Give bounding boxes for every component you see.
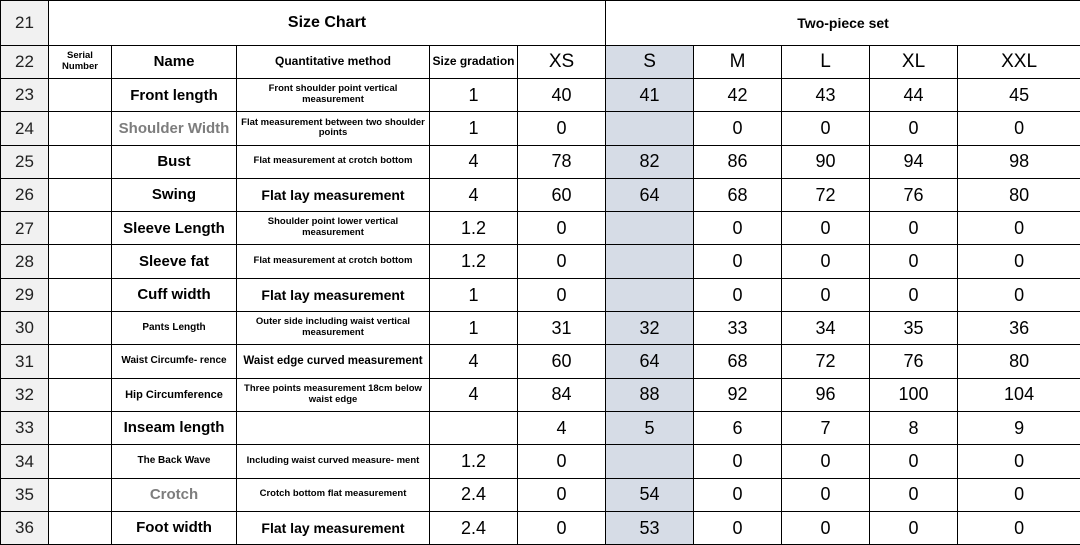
size-value-xl[interactable]: 0 bbox=[870, 478, 958, 511]
size-value-xl[interactable]: 44 bbox=[870, 79, 958, 112]
table-row bbox=[1, 212, 1080, 245]
size-value-m[interactable]: 42 bbox=[694, 79, 782, 112]
size-value-xs[interactable]: 31 bbox=[518, 312, 606, 345]
measurement-method[interactable]: Flat lay measurement bbox=[237, 278, 430, 311]
header-gradation[interactable]: Size gradation bbox=[430, 46, 518, 79]
measurement-method[interactable]: Three points measurement 18cm below waist edge bbox=[237, 378, 430, 411]
table-row bbox=[1, 378, 1080, 411]
size-gradation-cell[interactable]: 1.2 bbox=[430, 245, 518, 278]
size-value-xl[interactable]: 0 bbox=[870, 112, 958, 145]
table-row bbox=[1, 145, 1080, 178]
size-value-xl[interactable]: 0 bbox=[870, 278, 958, 311]
size-value-xs[interactable]: 84 bbox=[518, 378, 606, 411]
size-value-s[interactable]: 64 bbox=[606, 178, 694, 211]
row-number[interactable]: 25 bbox=[1, 145, 49, 178]
size-gradation-cell[interactable]: 1 bbox=[430, 278, 518, 311]
size-value-xs[interactable]: 0 bbox=[518, 112, 606, 145]
size-value-xl[interactable]: 94 bbox=[870, 145, 958, 178]
size-value-m[interactable]: 86 bbox=[694, 145, 782, 178]
size-value-s[interactable]: 32 bbox=[606, 312, 694, 345]
measurement-method[interactable]: Shoulder point lower vertical measurement bbox=[237, 212, 430, 245]
size-value-xxl[interactable]: 80 bbox=[958, 345, 1080, 378]
size-value-m[interactable]: 0 bbox=[694, 445, 782, 478]
size-value-s[interactable] bbox=[606, 112, 694, 145]
header-size-xs[interactable]: XS bbox=[518, 46, 606, 79]
serial-number-cell[interactable] bbox=[49, 79, 112, 112]
size-value-xxl[interactable]: 0 bbox=[958, 478, 1080, 511]
table-row bbox=[1, 445, 1080, 478]
size-value-xs[interactable]: 4 bbox=[518, 411, 606, 444]
size-value-m[interactable]: 68 bbox=[694, 345, 782, 378]
serial-number-cell[interactable] bbox=[49, 378, 112, 411]
measurement-method[interactable]: Flat measurement at crotch bottom bbox=[237, 145, 430, 178]
size-value-m[interactable]: 0 bbox=[694, 212, 782, 245]
measurement-name[interactable]: The Back Wave bbox=[112, 445, 237, 478]
size-value-m[interactable]: 0 bbox=[694, 278, 782, 311]
row-number[interactable]: 26 bbox=[1, 178, 49, 211]
size-value-m[interactable]: 0 bbox=[694, 478, 782, 511]
header-serial-number[interactable]: Serial Number bbox=[49, 46, 112, 79]
row-number[interactable]: 36 bbox=[1, 511, 49, 544]
table-row bbox=[1, 79, 1080, 112]
size-value-l[interactable]: 0 bbox=[782, 112, 870, 145]
size-value-s[interactable]: 41 bbox=[606, 79, 694, 112]
size-value-xl[interactable]: 0 bbox=[870, 445, 958, 478]
size-gradation-cell[interactable]: 2.4 bbox=[430, 478, 518, 511]
row-number[interactable]: 23 bbox=[1, 79, 49, 112]
size-value-s[interactable]: 82 bbox=[606, 145, 694, 178]
table-row bbox=[1, 478, 1080, 511]
size-value-l[interactable]: 0 bbox=[782, 511, 870, 544]
size-value-xxl[interactable]: 45 bbox=[958, 79, 1080, 112]
header-size-xl[interactable]: XL bbox=[870, 46, 958, 79]
measurement-name[interactable]: Pants Length bbox=[112, 312, 237, 345]
size-value-xs[interactable]: 40 bbox=[518, 79, 606, 112]
measurement-name[interactable]: Sleeve Length bbox=[112, 212, 237, 245]
row-number[interactable]: 22 bbox=[1, 46, 49, 79]
size-value-xs[interactable]: 0 bbox=[518, 278, 606, 311]
size-value-xl[interactable]: 76 bbox=[870, 345, 958, 378]
serial-number-cell[interactable] bbox=[49, 245, 112, 278]
serial-number-cell[interactable] bbox=[49, 478, 112, 511]
table-row bbox=[1, 245, 1080, 278]
table-row bbox=[1, 345, 1080, 378]
row-number[interactable]: 29 bbox=[1, 278, 49, 311]
size-value-l[interactable]: 43 bbox=[782, 79, 870, 112]
measurement-method[interactable]: Crotch bottom flat measurement bbox=[237, 478, 430, 511]
size-value-xxl[interactable]: 0 bbox=[958, 278, 1080, 311]
measurement-name[interactable]: Crotch bbox=[112, 478, 237, 511]
size-value-l[interactable]: 0 bbox=[782, 212, 870, 245]
serial-number-cell[interactable] bbox=[49, 212, 112, 245]
size-value-m[interactable]: 0 bbox=[694, 511, 782, 544]
header-name[interactable]: Name bbox=[112, 46, 237, 79]
serial-number-cell[interactable] bbox=[49, 411, 112, 444]
measurement-method[interactable]: Including waist curved measure- ment bbox=[237, 445, 430, 478]
serial-number-cell[interactable] bbox=[49, 312, 112, 345]
measurement-name[interactable]: Foot width bbox=[112, 511, 237, 544]
size-value-l[interactable]: 34 bbox=[782, 312, 870, 345]
size-value-xs[interactable]: 60 bbox=[518, 345, 606, 378]
size-value-m[interactable]: 68 bbox=[694, 178, 782, 211]
table-row bbox=[1, 312, 1080, 345]
row-number[interactable]: 31 bbox=[1, 345, 49, 378]
measurement-name[interactable]: Sleeve fat bbox=[112, 245, 237, 278]
size-value-m[interactable]: 92 bbox=[694, 378, 782, 411]
serial-number-cell[interactable] bbox=[49, 278, 112, 311]
row-number[interactable]: 21 bbox=[1, 1, 49, 46]
size-value-s[interactable] bbox=[606, 278, 694, 311]
size-value-xl[interactable]: 76 bbox=[870, 178, 958, 211]
table-row bbox=[1, 278, 1080, 311]
header-row bbox=[1, 46, 1080, 79]
row-number[interactable]: 24 bbox=[1, 112, 49, 145]
size-value-xs[interactable]: 0 bbox=[518, 445, 606, 478]
size-value-l[interactable]: 90 bbox=[782, 145, 870, 178]
row-number[interactable]: 33 bbox=[1, 411, 49, 444]
measurement-method[interactable]: Flat lay measurement bbox=[237, 178, 430, 211]
measurement-method[interactable]: Waist edge curved measurement bbox=[237, 345, 430, 378]
size-value-l[interactable]: 0 bbox=[782, 445, 870, 478]
size-value-xl[interactable]: 0 bbox=[870, 245, 958, 278]
size-value-l[interactable]: 0 bbox=[782, 245, 870, 278]
size-value-m[interactable]: 0 bbox=[694, 112, 782, 145]
measurement-method[interactable]: Flat measurement at crotch bottom bbox=[237, 245, 430, 278]
measurement-name[interactable]: Inseam length bbox=[112, 411, 237, 444]
set-label[interactable]: Two-piece set bbox=[606, 1, 1080, 46]
size-value-xl[interactable]: 100 bbox=[870, 378, 958, 411]
header-method[interactable]: Quantitative method bbox=[237, 46, 430, 79]
size-value-s[interactable]: 53 bbox=[606, 511, 694, 544]
serial-number-cell[interactable] bbox=[49, 112, 112, 145]
row-number[interactable]: 27 bbox=[1, 212, 49, 245]
row-number[interactable]: 30 bbox=[1, 312, 49, 345]
size-gradation-cell[interactable]: 1 bbox=[430, 112, 518, 145]
size-value-xl[interactable]: 0 bbox=[870, 511, 958, 544]
size-value-m[interactable]: 6 bbox=[694, 411, 782, 444]
size-value-l[interactable]: 0 bbox=[782, 278, 870, 311]
size-value-xl[interactable]: 35 bbox=[870, 312, 958, 345]
size-value-s[interactable] bbox=[606, 445, 694, 478]
measurement-name[interactable]: Waist Circumfe- rence bbox=[112, 345, 237, 378]
row-number[interactable]: 35 bbox=[1, 478, 49, 511]
measurement-name[interactable]: Shoulder Width bbox=[112, 112, 237, 145]
size-value-xs[interactable]: 0 bbox=[518, 245, 606, 278]
measurement-name[interactable]: Cuff width bbox=[112, 278, 237, 311]
size-value-s[interactable]: 64 bbox=[606, 345, 694, 378]
measurement-name[interactable]: Hip Circumference bbox=[112, 378, 237, 411]
table-row bbox=[1, 178, 1080, 211]
measurement-name[interactable]: Front length bbox=[112, 79, 237, 112]
title-row bbox=[1, 1, 1080, 46]
size-value-xxl[interactable]: 104 bbox=[958, 378, 1080, 411]
size-value-l[interactable]: 72 bbox=[782, 345, 870, 378]
size-value-xxl[interactable]: 0 bbox=[958, 445, 1080, 478]
size-value-s[interactable] bbox=[606, 212, 694, 245]
size-value-xs[interactable]: 60 bbox=[518, 178, 606, 211]
size-gradation-cell[interactable]: 4 bbox=[430, 178, 518, 211]
size-value-s[interactable]: 5 bbox=[606, 411, 694, 444]
table-row bbox=[1, 411, 1080, 444]
size-value-xs[interactable]: 0 bbox=[518, 478, 606, 511]
size-value-xxl[interactable]: 36 bbox=[958, 312, 1080, 345]
size-gradation-cell[interactable]: 4 bbox=[430, 145, 518, 178]
size-value-s[interactable]: 88 bbox=[606, 378, 694, 411]
header-size-xxl[interactable]: XXL bbox=[958, 46, 1080, 79]
size-value-s[interactable]: 54 bbox=[606, 478, 694, 511]
size-value-xxl[interactable]: 9 bbox=[958, 411, 1080, 444]
size-gradation-cell[interactable]: 4 bbox=[430, 378, 518, 411]
row-number[interactable]: 34 bbox=[1, 445, 49, 478]
size-gradation-cell[interactable]: 1.2 bbox=[430, 212, 518, 245]
size-value-xxl[interactable]: 0 bbox=[958, 511, 1080, 544]
size-value-xxl[interactable]: 0 bbox=[958, 212, 1080, 245]
row-number[interactable]: 32 bbox=[1, 378, 49, 411]
size-gradation-cell[interactable]: 1 bbox=[430, 79, 518, 112]
size-gradation-cell[interactable]: 1.2 bbox=[430, 445, 518, 478]
size-value-l[interactable]: 72 bbox=[782, 178, 870, 211]
serial-number-cell[interactable] bbox=[49, 145, 112, 178]
table-row bbox=[1, 511, 1080, 544]
serial-number-cell[interactable] bbox=[49, 345, 112, 378]
row-number[interactable]: 28 bbox=[1, 245, 49, 278]
header-size-s[interactable]: S bbox=[606, 46, 694, 79]
size-value-xs[interactable]: 0 bbox=[518, 212, 606, 245]
serial-number-cell[interactable] bbox=[49, 178, 112, 211]
size-gradation-cell[interactable]: 1 bbox=[430, 312, 518, 345]
size-value-l[interactable]: 7 bbox=[782, 411, 870, 444]
header-size-l[interactable]: L bbox=[782, 46, 870, 79]
size-value-xxl[interactable]: 98 bbox=[958, 145, 1080, 178]
size-value-xs[interactable]: 78 bbox=[518, 145, 606, 178]
size-value-s[interactable] bbox=[606, 245, 694, 278]
measurement-method[interactable] bbox=[237, 411, 430, 444]
size-value-m[interactable]: 0 bbox=[694, 245, 782, 278]
header-size-m[interactable]: M bbox=[694, 46, 782, 79]
measurement-method[interactable]: Outer side including waist vertical measurement bbox=[237, 312, 430, 345]
measurement-method[interactable]: Front shoulder point vertical measurement bbox=[237, 79, 430, 112]
serial-number-cell[interactable] bbox=[49, 445, 112, 478]
size-value-xl[interactable]: 8 bbox=[870, 411, 958, 444]
size-value-xs[interactable]: 0 bbox=[518, 511, 606, 544]
size-value-xxl[interactable]: 0 bbox=[958, 245, 1080, 278]
size-gradation-cell[interactable]: 2.4 bbox=[430, 511, 518, 544]
size-value-xl[interactable]: 0 bbox=[870, 212, 958, 245]
size-value-l[interactable]: 96 bbox=[782, 378, 870, 411]
size-gradation-cell[interactable] bbox=[430, 411, 518, 444]
size-value-xxl[interactable]: 80 bbox=[958, 178, 1080, 211]
measurement-name[interactable]: Bust bbox=[112, 145, 237, 178]
chart-title[interactable]: Size Chart bbox=[49, 1, 606, 46]
measurement-method[interactable]: Flat measurement between two shoulder points bbox=[237, 112, 430, 145]
size-value-xxl[interactable]: 0 bbox=[958, 112, 1080, 145]
serial-number-cell[interactable] bbox=[49, 511, 112, 544]
size-value-m[interactable]: 33 bbox=[694, 312, 782, 345]
size-value-l[interactable]: 0 bbox=[782, 478, 870, 511]
table-row bbox=[1, 112, 1080, 145]
measurement-name[interactable]: Swing bbox=[112, 178, 237, 211]
measurement-method[interactable]: Flat lay measurement bbox=[237, 511, 430, 544]
size-gradation-cell[interactable]: 4 bbox=[430, 345, 518, 378]
